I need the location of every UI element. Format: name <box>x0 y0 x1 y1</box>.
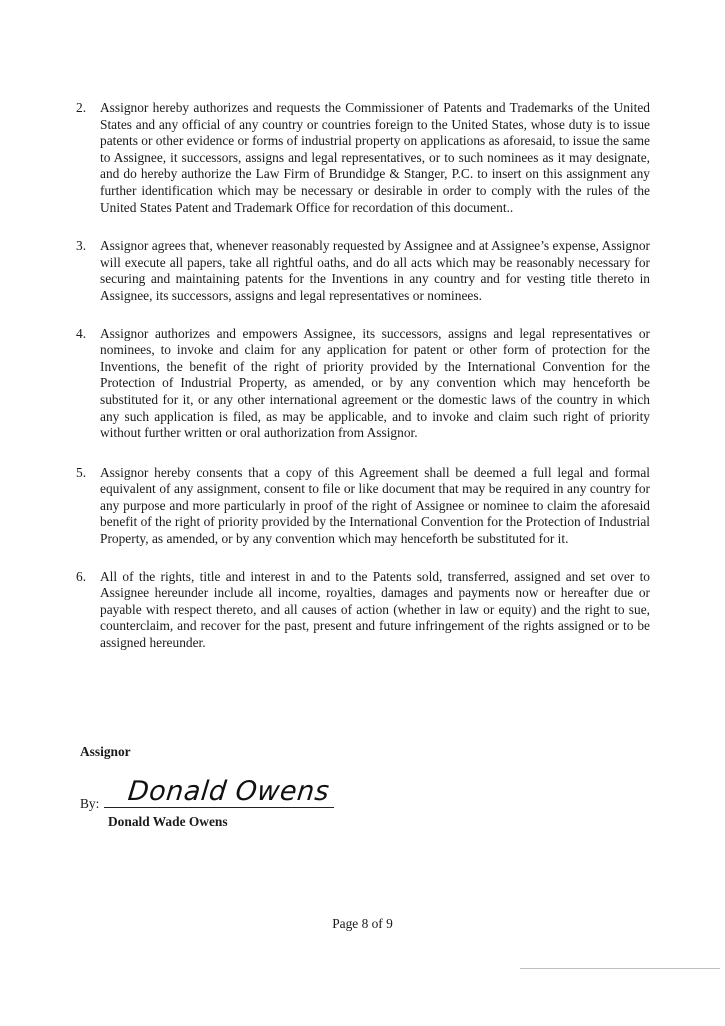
clause-text: Assignor hereby authorizes and requests the Commissioner of Patents and Trademarks of the United States and any official of any country or countries foreign to the United States, whose duty is to issue patents or other evidence or forms of industrial property on applications as aforesaid, to issue the same to Assignee, it successors, assigns and legal representatives, or to such nominees as it may designate, and do hereby authorize the Law Firm of Brundidge & Stanger, P.C. to insert on this assignment any further identification which may be necessary or desirable in order to comply with the rules of the United States Patent and Trademark Office for recordation of this document.. <box>100 100 650 215</box>
by-label: By: <box>80 796 100 811</box>
clause-number: 2. <box>76 100 87 115</box>
clause-number: 3. <box>76 238 87 254</box>
clause-number: 5. <box>76 464 87 480</box>
signature-block-heading: Assignor <box>80 744 131 759</box>
clause-text: Assignor authorizes and empowers Assignee, its successors, assigns and legal representatives or nominees, to invoke and claim for any application for patent or other form of protection for the Inventions, the benefit of the right of priority provided by the International Convention for the Protection of Industrial Property, as amended, or by any convention which may henceforth be substituted for it, or any other international agreement or the domestic laws of the country in which any such application is filed, as may be applicable, and to invoke and claim such right of priority without further written or oral authorization from Assignor. <box>100 325 650 441</box>
scan-artifact-line <box>520 968 720 969</box>
clause-text: All of the rights, title and interest in and to the Patents sold, transferred, assigned and set over to Assignee hereunder include all income, royalties, damages and payments now or hereafter due or payable with respect thereto, and all causes of action (whether in law or equity) and the right to sue, counterclaim, and recover for the past, present and future infringement of the rights assigned or to be assigned hereunder. <box>100 568 650 651</box>
clause-4 <box>76 326 650 442</box>
clause-6 <box>76 569 650 652</box>
clause-text: Assignor agrees that, whenever reasonably requested by Assignee and at Assignee’s expense, Assignor will execute all papers, take all rightful oaths, and do all acts which may be reasonably necessary for securing and maintaining patents for the Inventions in any country and for vesting title thereto in Assignee, its successors, assigns and legal representatives or nominees. <box>100 238 650 303</box>
signature-line <box>104 807 334 808</box>
clause-5 <box>76 465 650 548</box>
clause-2 <box>76 100 650 216</box>
clause-number: 4. <box>76 325 87 341</box>
clause-number: 6. <box>76 568 87 584</box>
clause-list <box>76 100 650 675</box>
clause-3 <box>76 238 650 304</box>
page-number: Page 8 of 9 <box>332 916 393 931</box>
signer-name: Donald Wade Owens <box>108 814 228 829</box>
clause-text: Assignor hereby consents that a copy of this Agreement shall be deemed a full legal and formal equivalent of any assignment, consent to file or like document that may be required in any country for any purpose and more particularly in proof of the right of Assignee or nominee to claim the aforesaid benefit of the right of priority provided by the International Convention for the Protection of Industrial Property, as amended, or by any convention which may henceforth be substituted for it. <box>100 464 650 547</box>
handwritten-signature: Donald Owens <box>126 776 331 807</box>
